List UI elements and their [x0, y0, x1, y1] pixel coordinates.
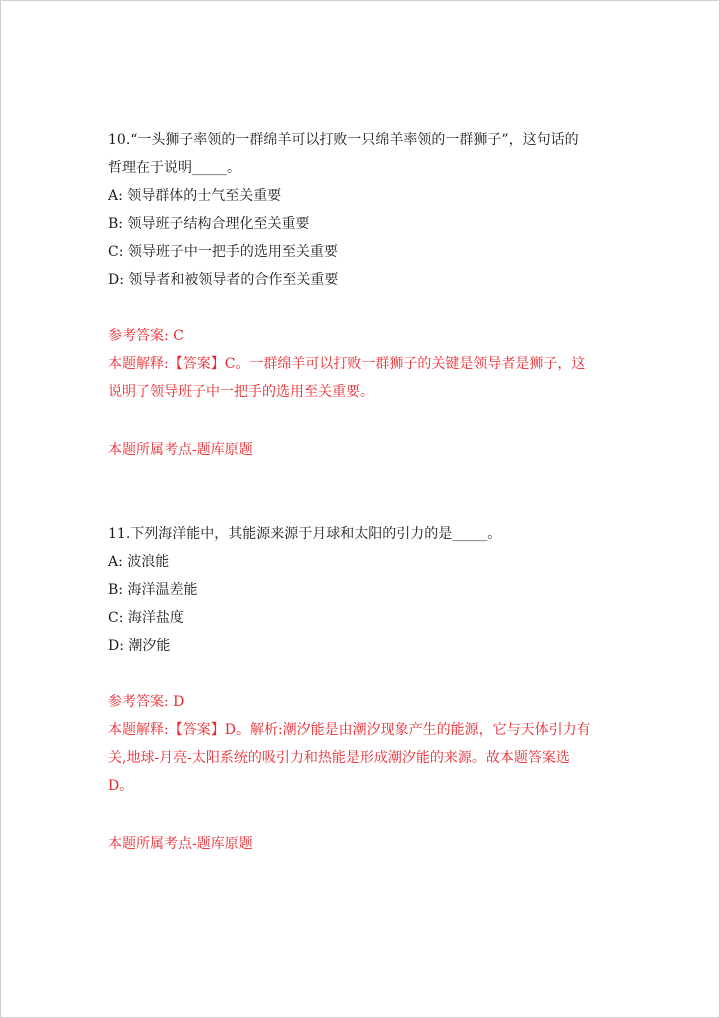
knowledge-point-10 [108, 436, 608, 464]
explanation-line: D。 [108, 778, 134, 794]
option-a: A: 领导群体的士气至关重要 [108, 188, 282, 204]
knowledge-point-11 [108, 830, 608, 858]
question-10 [108, 126, 608, 294]
answer-block-10 [108, 322, 608, 406]
question-11 [108, 520, 608, 660]
knowledge-point: 本题所属考点-题库原题 [108, 836, 253, 852]
question-stem-line: 10.“一头狮子率领的一群绵羊可以打败一只绵羊率领的一群狮子”，这句话的 [108, 132, 579, 148]
option-c: C: 领导班子中一把手的选用至关重要 [108, 244, 338, 260]
explanation-line: 关,地球-月亮-太阳系统的吸引力和热能是形成潮汐能的来源。故本题答案选 [108, 750, 570, 766]
option-d: D: 领导者和被领导者的合作至关重要 [108, 272, 339, 288]
explanation-line: 本题解释:【答案】C。一群绵羊可以打败一群狮子的关键是领导者是狮子，这 [108, 356, 586, 372]
question-stem-line: 哲理在于说明_____。 [108, 160, 241, 176]
option-d: D: 潮汐能 [108, 638, 171, 654]
reference-answer: 参考答案: C [108, 328, 184, 344]
reference-answer: 参考答案: D [108, 694, 185, 710]
option-b: B: 领导班子结构合理化至关重要 [108, 216, 310, 232]
option-c: C: 海洋盐度 [108, 610, 184, 626]
option-a: A: 波浪能 [108, 554, 170, 570]
answer-block-11 [108, 688, 608, 800]
explanation-line: 说明了领导班子中一把手的选用至关重要。 [108, 384, 374, 400]
explanation-line: 本题解释:【答案】D。解析:潮汐能是由潮汐现象产生的能源，它与天体引力有 [108, 722, 591, 738]
knowledge-point: 本题所属考点-题库原题 [108, 442, 253, 458]
question-stem-line: 11.下列海洋能中，其能源来源于月球和太阳的引力的是_____。 [108, 526, 502, 542]
option-b: B: 海洋温差能 [108, 582, 198, 598]
